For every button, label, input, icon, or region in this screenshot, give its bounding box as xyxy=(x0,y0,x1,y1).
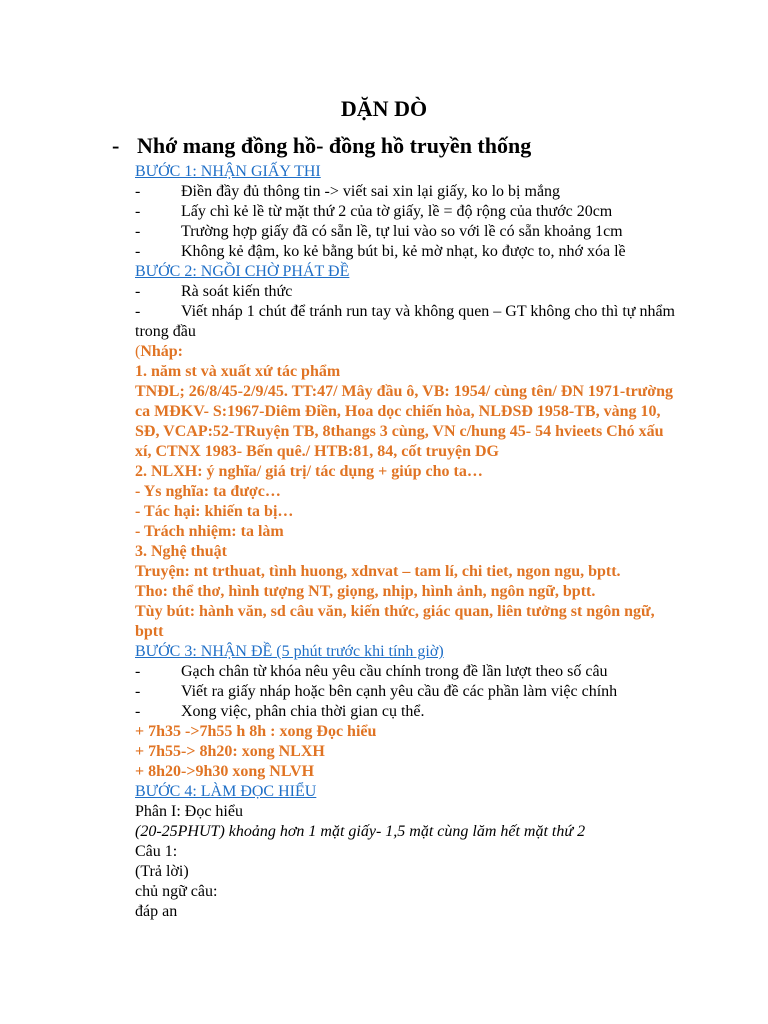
list-item-text: Viết nháp 1 chút để tránh run tay và không quen – GT không cho thì tự nhẩm trong đầu xyxy=(135,303,675,340)
draft-line: - Tác hại: khiến ta bị… xyxy=(135,503,294,520)
list-item-text: Gạch chân từ khóa nêu yêu cầu chính trong đề lần lượt theo số câu xyxy=(181,663,608,680)
draft-line: 1. năm st và xuất xứ tác phẩm xyxy=(135,363,341,380)
draft-line: Tùy bút: hành văn, sd câu văn, kiến thức, giác quan, liên tưởng st ngôn ngữ, bptt xyxy=(135,603,655,640)
list-item-text: Không kẻ đậm, ko kẻ bằng bút bi, kẻ mờ nhạt, ko được to, nhớ xóa lề xyxy=(181,243,626,260)
schedule-line: + 7h55-> 8h20: xong NLXH xyxy=(135,743,325,760)
main-reminder-text: Nhớ mang đồng hồ- đồng hồ truyền thống xyxy=(137,133,532,158)
step2-heading: BƯỚC 2: NGỒI CHỜ PHÁT ĐỀ xyxy=(135,263,350,280)
bullet-dash: - xyxy=(135,303,141,320)
list-item xyxy=(135,222,675,242)
list-item-text: Xong việc, phân chia thời gian cụ thể. xyxy=(181,703,425,720)
bullet-dash: - xyxy=(135,183,141,200)
draft-line: TNĐL; 26/8/45-2/9/45. TT:47/ Mây đầu ô, VB: 1954/ cùng tên/ ĐN 1971-trường ca MĐKV- S:1967-Diêm Điền, Hoa dọc chiến hòa, NLĐSĐ 1958-TB, vàng 10, SĐ, VCAP:52-TRuyện TB, 8thangs 3 cùng, VN c/hung 45- 54 hvieets Chó xấu xí, CTNX 1983- Bến quê./ HTB:81, 84, cốt truyện DG xyxy=(135,383,674,460)
draft-line: Tho: thể thơ, hình tượng NT, giọng, nhịp, hình ảnh, ngôn ngữ, bptt. xyxy=(135,583,596,600)
answer-line: Câu 1: xyxy=(135,843,178,860)
draft-line: 2. NLXH: ý nghĩa/ giá trị/ tác dụng + giúp cho ta… xyxy=(135,463,483,480)
step1-heading: BƯỚC 1: NHẬN GIẤY THI xyxy=(135,163,321,180)
draft-line: 3. Nghệ thuật xyxy=(135,543,228,560)
answer-line: đáp an xyxy=(135,903,178,920)
step4-heading: BƯỚC 4: LÀM ĐỌC HIỂU xyxy=(135,783,317,800)
list-item xyxy=(135,182,675,202)
answer-line: chủ ngữ câu: xyxy=(135,883,218,900)
list-item xyxy=(135,202,675,222)
draft-paren: ( xyxy=(135,343,141,360)
draft-line: - Ys nghĩa: ta được… xyxy=(135,483,281,500)
answer-line: (Trả lời) xyxy=(135,863,189,880)
list-item-text: Rà soát kiến thức xyxy=(181,283,293,300)
bullet-dash: - xyxy=(135,223,141,240)
bullet-dash: - xyxy=(135,243,141,260)
list-item xyxy=(135,302,675,342)
bullet-dash: - xyxy=(135,203,141,220)
document-body xyxy=(135,162,675,922)
page-title: DẶN DÒ xyxy=(340,96,428,121)
bullet-dash: - xyxy=(135,703,141,720)
draft-label xyxy=(135,342,675,362)
list-item-text: Lấy chì kẻ lề từ mặt thứ 2 của tờ giấy, lề = độ rộng của thước 20cm xyxy=(181,203,613,220)
draft-label-text: Nháp: xyxy=(140,343,184,360)
bullet-dash: - xyxy=(135,683,141,700)
step3-heading: BƯỚC 3: NHẬN ĐỀ (5 phút trước khi tính giờ) xyxy=(135,643,444,660)
schedule-line: + 8h20->9h30 xong NLVH xyxy=(135,763,315,780)
schedule-line: + 7h35 ->7h55 h 8h : xong Đọc hiểu xyxy=(135,723,377,740)
bullet-dash: - xyxy=(135,663,141,680)
list-item xyxy=(135,682,675,702)
list-item xyxy=(135,702,675,722)
part-title: Phân I: Đọc hiểu xyxy=(135,803,243,820)
list-item-text: Trường hợp giấy đã có sẵn lề, tự lui vào so với lề có sẵn khoảng 1cm xyxy=(181,223,623,240)
list-item xyxy=(135,282,675,302)
draft-line: - Trách nhiệm: ta làm xyxy=(135,523,284,540)
time-note: (20-25PHUT) khoảng hơn 1 mặt giấy- 1,5 mặt cùng lăm hết mặt thứ 2 xyxy=(135,823,586,840)
bullet-dash: - xyxy=(112,133,120,158)
draft-line: Truyện: nt trthuat, tình huong, xdnvat – tam lí, chi tiet, ngon ngu, bptt. xyxy=(135,563,621,580)
list-item xyxy=(135,662,675,682)
main-reminder xyxy=(112,133,531,159)
list-item-text: Điền đầy đủ thông tin -> viết sai xin lại giấy, ko lo bị mắng xyxy=(181,183,561,200)
list-item-text: Viết ra giấy nháp hoặc bên cạnh yêu cầu đề các phần làm việc chính xyxy=(181,683,618,700)
list-item xyxy=(135,242,675,262)
bullet-dash: - xyxy=(135,283,141,300)
